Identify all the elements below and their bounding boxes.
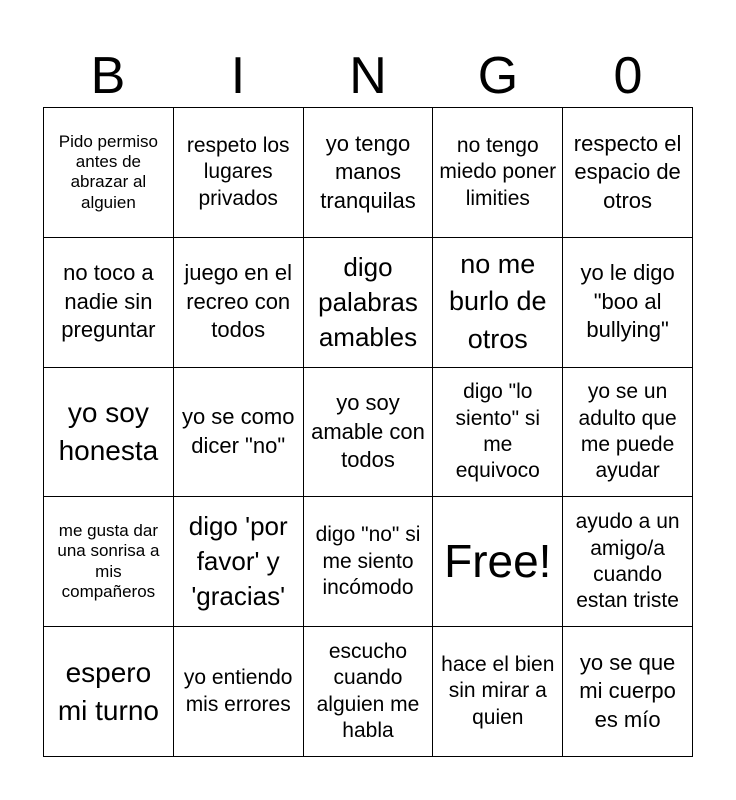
bingo-cell[interactable]: no toco a nadie sin preguntar xyxy=(44,238,174,368)
bingo-cell[interactable]: yo le digo "boo al bullying" xyxy=(563,238,693,368)
bingo-cell[interactable]: digo palabras amables xyxy=(304,238,434,368)
bingo-card xyxy=(43,107,693,757)
header-letter-g: G xyxy=(477,47,519,105)
bingo-cell[interactable]: digo "lo siento" si me equivoco xyxy=(433,368,563,498)
bingo-cell[interactable]: espero mi turno xyxy=(44,627,174,757)
bingo-cell[interactable]: juego en el recreo con todos xyxy=(174,238,304,368)
header-letter-b: B xyxy=(90,47,126,105)
bingo-cell[interactable]: yo se como dicer "no" xyxy=(174,368,304,498)
bingo-cell[interactable]: me gusta dar una sonrisa a mis compañeros xyxy=(44,497,174,627)
bingo-cell[interactable]: yo soy honesta xyxy=(44,368,174,498)
bingo-cell[interactable]: no tengo miedo poner limities xyxy=(433,108,563,238)
free-space-cell[interactable]: Free! xyxy=(433,497,563,627)
bingo-cell[interactable]: hace el bien sin mirar a quien xyxy=(433,627,563,757)
header-letter-n: N xyxy=(349,47,387,105)
bingo-cell[interactable]: yo se que mi cuerpo es mío xyxy=(563,627,693,757)
bingo-cell[interactable]: digo "no" si me siento incómodo xyxy=(304,497,434,627)
bingo-cell[interactable]: Pido permiso antes de abrazar al alguien xyxy=(44,108,174,238)
bingo-cell[interactable]: respeto los lugares privados xyxy=(174,108,304,238)
bingo-cell[interactable]: ayudo a un amigo/a cuando estan triste xyxy=(563,497,693,627)
header-letter-o: 0 xyxy=(613,47,643,105)
header-letter-i: I xyxy=(230,47,246,105)
bingo-cell[interactable]: escucho cuando alguien me habla xyxy=(304,627,434,757)
bingo-header xyxy=(43,45,693,107)
bingo-cell[interactable]: no me burlo de otros xyxy=(433,238,563,368)
bingo-cell[interactable]: yo se un adulto que me puede ayudar xyxy=(563,368,693,498)
bingo-cell[interactable]: yo tengo manos tranquilas xyxy=(304,108,434,238)
bingo-cell[interactable]: digo 'por favor' y 'gracias' xyxy=(174,497,304,627)
bingo-cell[interactable]: yo soy amable con todos xyxy=(304,368,434,498)
bingo-cell[interactable]: yo entiendo mis errores xyxy=(174,627,304,757)
bingo-cell[interactable]: respecto el espacio de otros xyxy=(563,108,693,238)
